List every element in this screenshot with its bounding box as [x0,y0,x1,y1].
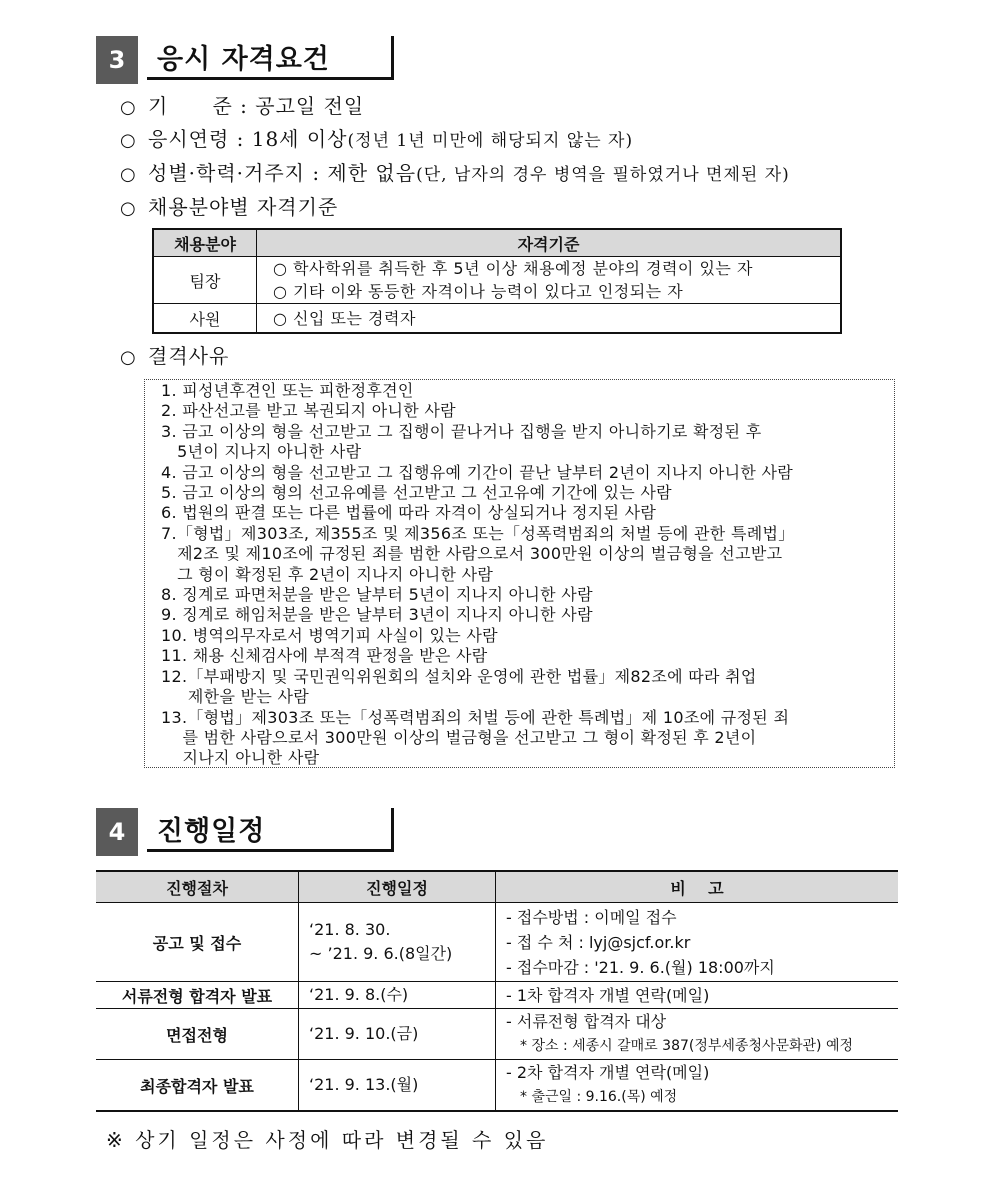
section-3-header [96,36,394,86]
field-criteria-line [120,193,338,223]
header-step: 진행절차 [96,871,299,903]
header-remarks: 비 고 [496,871,899,903]
list-item: 2. 파산선고를 받고 복권되지 아니한 사람 [161,401,456,421]
table-row [96,903,898,982]
bullet-circle-icon: ○ [120,130,137,151]
line-label: 기 준 [148,94,233,118]
list-item: 3. 금고 이상의 형을 선고받고 그 집행이 끝나거나 집행을 받지 아니하기로 확정된 후 5년이 지나지 아니한 사람 [161,421,762,462]
table-header-row [153,229,841,257]
bullet-circle-icon: ○ [120,97,137,118]
list-item: 8. 징계로 파면처분을 받은 날부터 5년이 지나지 아니한 사람 [161,585,593,605]
schedule-cell: ‘21. 8. 30. ~ ’21. 9. 6.(8일간) [299,903,496,982]
remarks-cell: - 접수방법 : 이메일 접수 - 접 수 처 : lyj@sjcf.or.kr - 접수마감 : '21. 9. 6.(월) 18:00까지 [496,903,899,982]
qualification-table [152,228,842,334]
header-criteria: 자격기준 [257,229,842,257]
criteria-cell: ○ 신입 또는 경력자 [257,304,842,334]
age-line: ○ 응시연령 : 18세 이상(정년 1년 미만에 해당되지 않는 자) [120,125,633,155]
list-item: 12.「부패방지 및 국민권익위원회의 설치와 운영에 관한 법률」제82조에 따라 취업 제한을 받는 사람 [161,666,757,707]
schedule-footnote: ※ 상기 일정은 사정에 따라 변경될 수 있음 [106,1128,549,1152]
line-note: (단, 남자의 경우 병역을 필하였거나 면제된 자) [416,165,790,185]
list-item: 6. 법원의 판결 또는 다른 법률에 따라 자격이 상실되거나 정지된 사람 [161,503,657,523]
line-label: 채용분야별 자격기준 [148,195,339,219]
list-item: 4. 금고 이상의 형을 선고받고 그 집행유예 기간이 끝난 날부터 2년이 지나지 아니한 사람 [161,462,794,482]
section-3-number: 3 [96,36,138,84]
criterion-line: ○ 기 준 : 공고일 전일 [120,92,364,122]
section-4-header [96,808,394,858]
line-value: 공고일 전일 [255,94,365,118]
disqualification-box [144,379,895,768]
schedule-cell: ‘21. 9. 13.(월) [299,1060,496,1112]
list-item: 7.「형법」제303조, 제355조 및 제356조 또는「성폭력범죄의 처벌 등에 관한 특례법」 제2조 및 제10조에 규정된 죄를 범한 사람으로서 300만원 이상의 벌금형을 선고받고 그 형이 확정된 후 2년이 지나지 아니한 사람 [161,523,795,584]
line-note: (정년 1년 미만에 해당되지 않는 자) [347,131,634,151]
step-cell: 공고 및 접수 [96,903,299,982]
bullet-circle-icon: ○ [120,164,137,185]
field-cell: 사원 [153,304,257,334]
bullet-circle-icon: ○ [120,198,137,219]
header-field: 채용분야 [153,229,257,257]
line-value: 18세 이상 [251,127,348,151]
gender-line: ○ 성별·학력·거주지 : 제한 없음(단, 남자의 경우 병역을 필하였거나 면제된 자) [120,159,790,189]
list-item: 13.「형법」제303조 또는「성폭력범죄의 처벌 등에 관한 특례법」제 10조에 규정된 죄 를 범한 사람으로서 300만원 이상의 벌금형을 선고받고 그 형이 확정된 후 2년이 지나지 아니한 사람 [161,707,790,768]
list-item: 1. 피성년후견인 또는 피한정후견인 [161,381,414,400]
list-item: 11. 채용 신체검사에 부적격 판정을 받은 사람 [161,646,488,666]
line-label: 결격사유 [148,344,230,368]
disqualification-line [120,342,229,372]
list-item: 10. 병역의무자로서 병역기피 사실이 있는 사람 [161,625,498,645]
line-label: 응시연령 [148,127,230,151]
table-row [96,982,898,1009]
schedule-table [96,870,898,1112]
schedule-cell: ‘21. 9. 10.(금) [299,1009,496,1060]
section-4-number: 4 [96,808,138,856]
section-3-title-box [147,36,394,80]
bullet-circle-icon: ○ [120,347,137,368]
table-row [153,304,841,334]
section-4-title: 진행일정 [157,816,266,847]
line-value: 제한 없음 [327,161,417,185]
remarks-cell: - 1차 합격자 개별 연락(메일) [496,982,899,1009]
remarks-cell: - 2차 합격자 개별 연락(메일) * 출근일 : 9.16.(목) 예정 [496,1060,899,1112]
step-cell: 면접전형 [96,1009,299,1060]
step-cell: 최종합격자 발표 [96,1060,299,1112]
step-cell: 서류전형 합격자 발표 [96,982,299,1009]
section-4-title-box [147,808,394,852]
list-item: 5. 금고 이상의 형의 선고유예를 선고받고 그 선고유예 기간에 있는 사람 [161,483,672,503]
table-row [96,1060,898,1112]
table-row [153,257,841,304]
field-cell: 팀장 [153,257,257,304]
header-schedule: 진행일정 [299,871,496,903]
line-label: 성별·학력·거주지 [148,161,305,185]
remarks-cell: - 서류전형 합격자 대상 * 장소 : 세종시 갈매로 387(정부세종청사문화관) 예정 [496,1009,899,1060]
table-row [96,1009,898,1060]
section-3-title: 응시 자격요건 [157,44,330,75]
schedule-cell: ‘21. 9. 8.(수) [299,982,496,1009]
table-header-row [96,871,898,903]
list-item: 9. 징계로 해임처분을 받은 날부터 3년이 지나지 아니한 사람 [161,605,593,625]
criteria-cell: ○ 학사학위를 취득한 후 5년 이상 채용예정 분야의 경력이 있는 자 ○ 기타 이와 동등한 자격이나 능력이 있다고 인정되는 자 [257,257,842,304]
